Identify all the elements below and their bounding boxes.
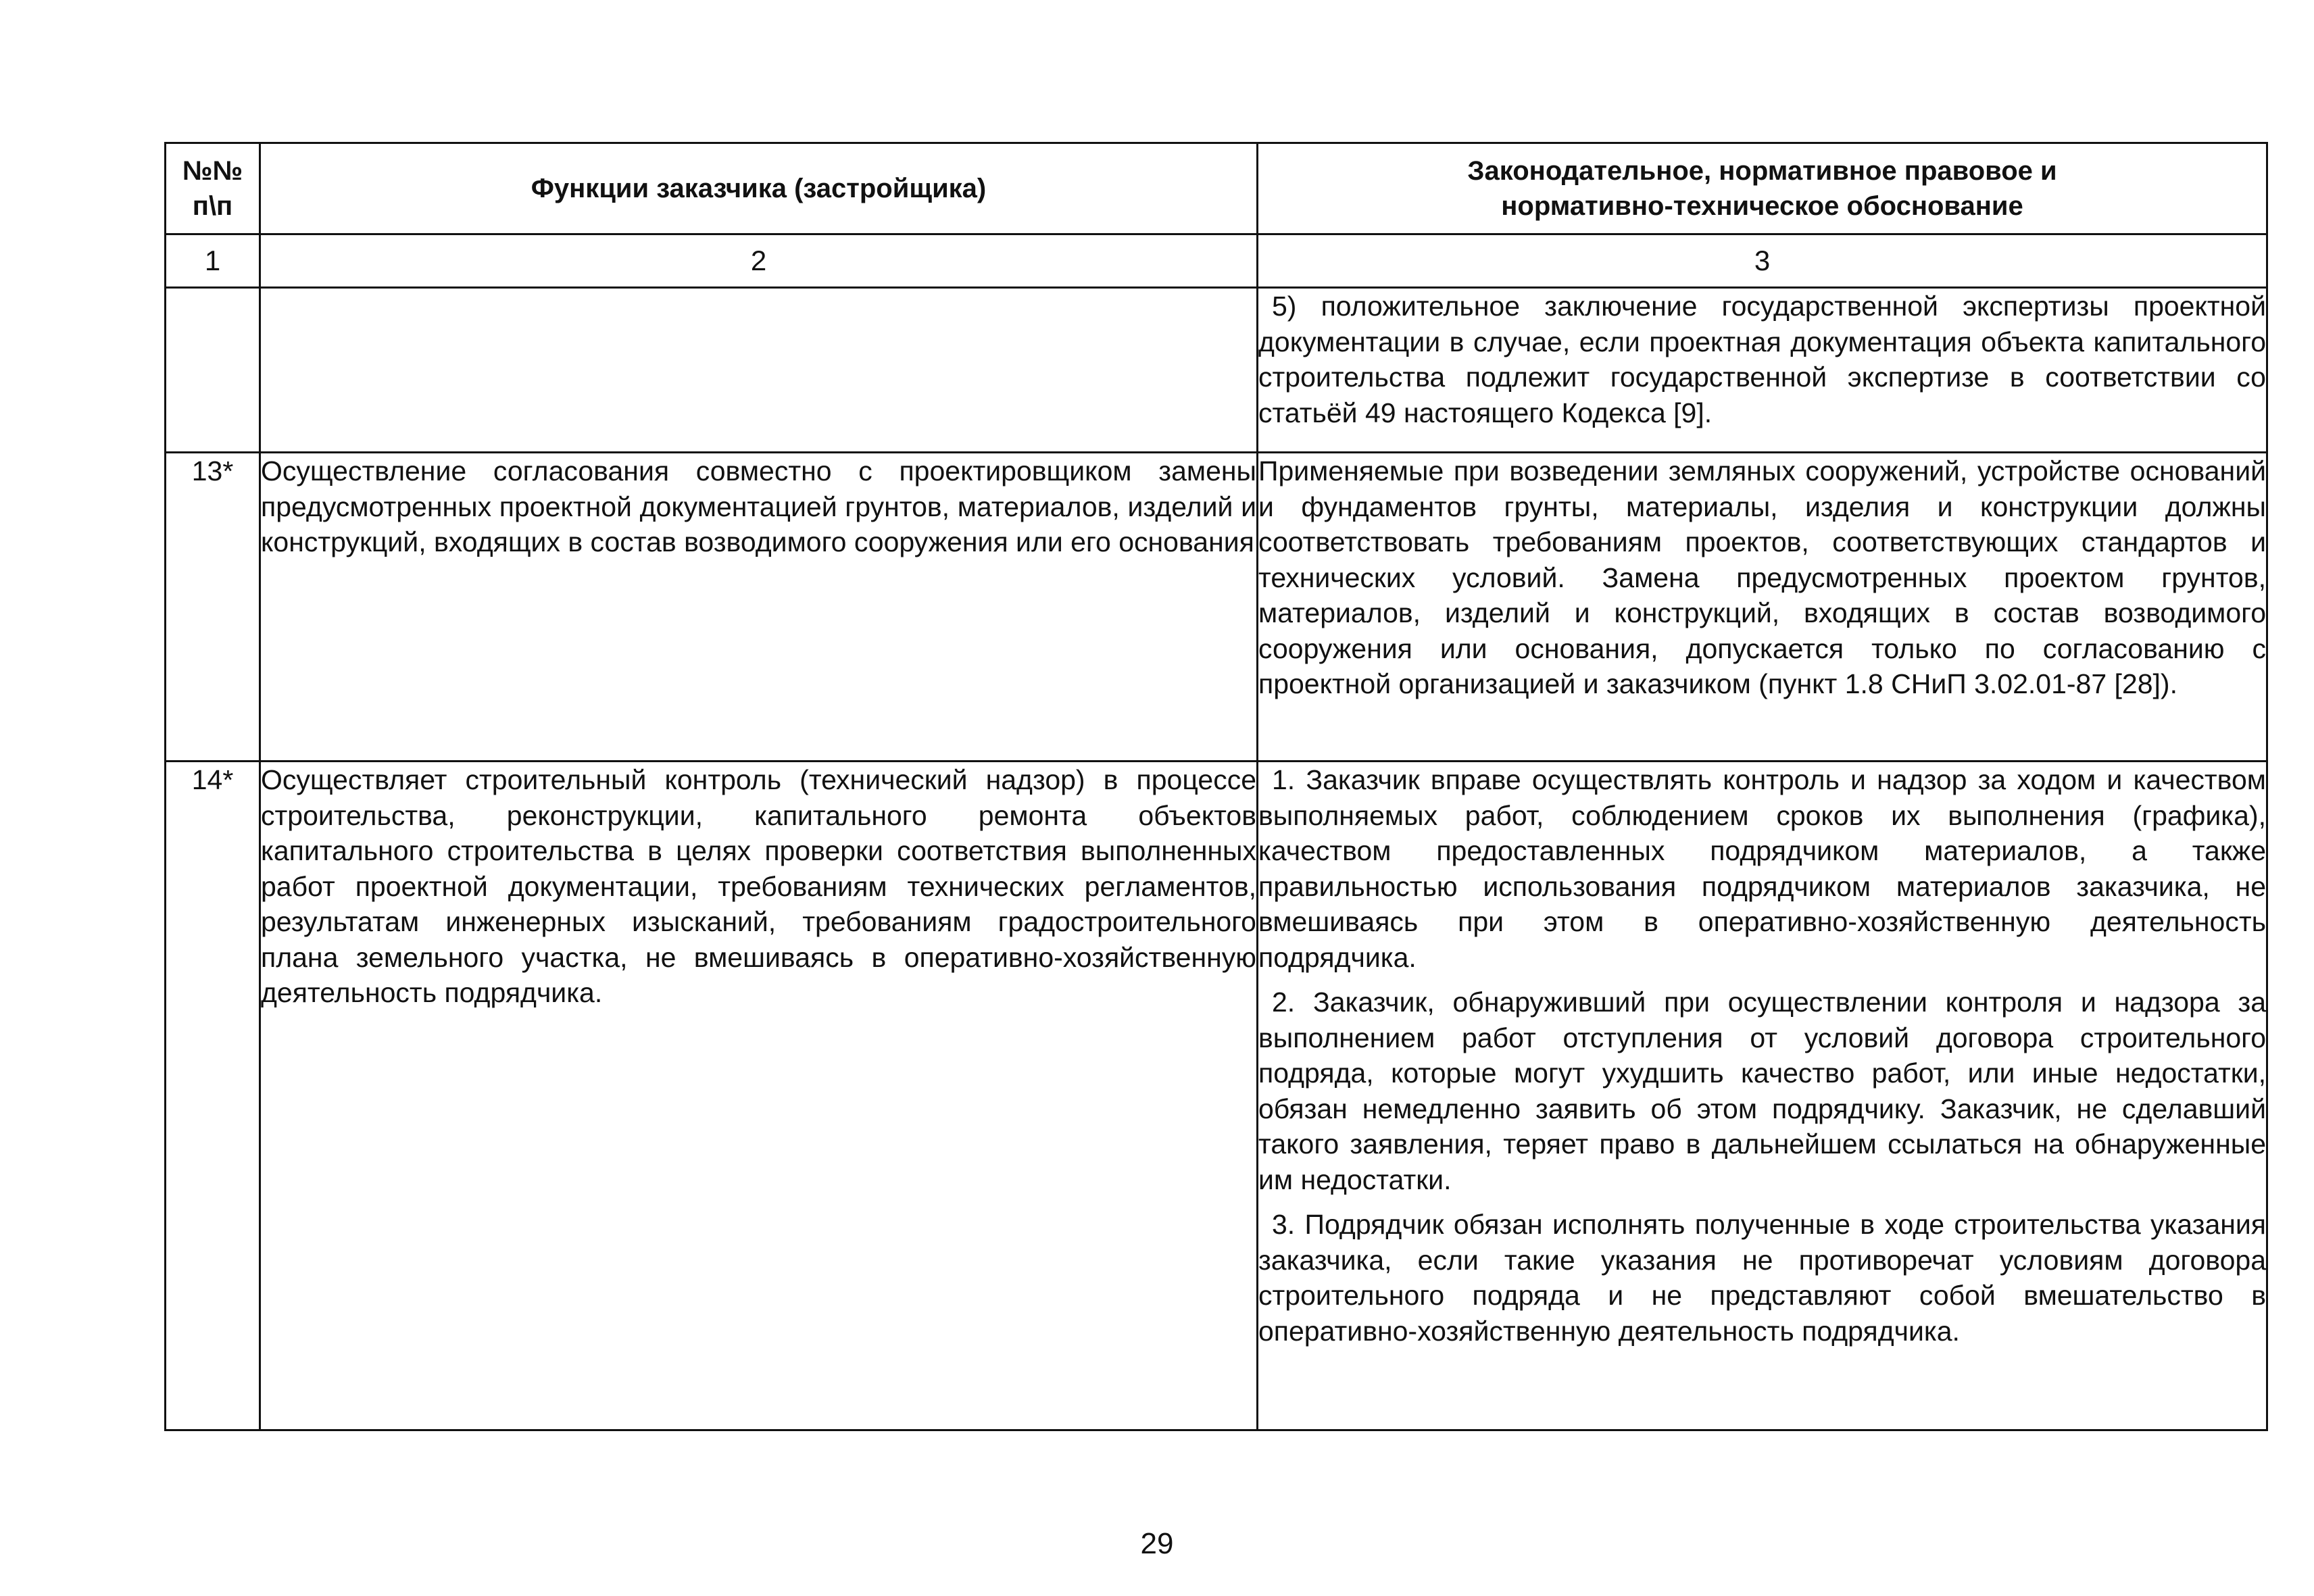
basis-paragraph: 5) положительное заключение государственной экспертизы проектной документации в случае, если проектная документация объекта капитального строительства подлежит государственной экспертизе в соответствии со статьёй 49 настоящего Кодекса [9].	[1258, 291, 2266, 428]
header-number-line: п\п	[192, 191, 233, 221]
basis-paragraph: 3. Подрядчик обязан исполнять полученные в ходе строительства указания заказчика, если такие указания не противоречат условиям договора строительного подряда и не представляют собой вмешательство в оперативно-хозяйственную деятельность подрядчика.	[1258, 1209, 2266, 1347]
row-number	[166, 288, 260, 453]
basis-paragraph: 2. Заказчик, обнаруживший при осуществлении контроля и надзора за выполнением работ отступления от условий договора строительного подряда, которые могут ухудшить качество работ, или иные недостатки, обязан немедленно заявить об этом подрядчику. Заказчик, не сделавший такого заявления, теряет право в дальнейшем ссылаться на обнаруженные им недостатки.	[1258, 987, 2266, 1195]
basis-cell	[1258, 288, 2267, 453]
column-number-3: 3	[1258, 234, 2267, 288]
column-number-row	[166, 234, 2267, 288]
regulation-table	[164, 142, 2268, 1431]
table-row	[166, 762, 2267, 1430]
header-basis-line2: нормативно-техническое обоснование	[1501, 191, 2023, 221]
header-row	[166, 143, 2267, 234]
header-number	[166, 143, 260, 234]
function-cell: Осуществление согласования совместно с проектировщиком замены предусмотренных проектной документацией грунтов, материалов, изделий и конструкций, входящих в состав возводимого сооружения или его основания	[260, 453, 1258, 762]
table-row	[166, 288, 2267, 453]
basis-cell	[1258, 762, 2267, 1430]
function-cell	[260, 288, 1258, 453]
column-number-2: 2	[260, 234, 1258, 288]
basis-paragraph: 1. Заказчик вправе осуществлять контроль и надзор за ходом и качеством выполняемых работ, соблюдением сроков их выполнения (графика), качеством предоставленных подрядчиком материалов, а также правильностью использования подрядчиком материалов заказчика, не вмешиваясь при этом в оперативно-хозяйственную деятельность подрядчика.	[1258, 764, 2266, 973]
header-number-line: №№	[182, 156, 243, 186]
table-row	[166, 453, 2267, 762]
header-functions: Функции заказчика (застройщика)	[260, 143, 1258, 234]
page-number: 29	[1140, 1527, 1174, 1560]
header-basis	[1258, 143, 2267, 234]
basis-cell	[1258, 453, 2267, 762]
basis-paragraph: Применяемые при возведении земляных сооружений, устройстве оснований и фундаментов грунты, материалы, изделия и конструкции должны соответствовать требованиям проектов, соответствующих стандартов и технических условий. Замена предусмотренных проектом грунтов, материалов, изделий и конструкций, входящих в состав возводимого сооружения или основания, допускается только по согласованию с проектной организацией и заказчиком (пункт 1.8 СНиП 3.02.01-87 [28]).	[1258, 455, 2266, 699]
function-cell: Осуществляет строительный контроль (технический надзор) в процессе строительства, реконструкции, капитального ремонта объектов капитального строительства в целях проверки соответствия выполненных работ проектной документации, требованиям технических регламентов, результатам инженерных изысканий, требованиям градостроительного плана земельного участка, не вмешиваясь в оперативно-хозяйственную деятельность подрядчика.	[260, 762, 1258, 1430]
row-number: 13*	[166, 453, 260, 762]
row-number: 14*	[166, 762, 260, 1430]
header-basis-line1: Законодательное, нормативное правовое и	[1467, 156, 2057, 186]
column-number-1: 1	[166, 234, 260, 288]
